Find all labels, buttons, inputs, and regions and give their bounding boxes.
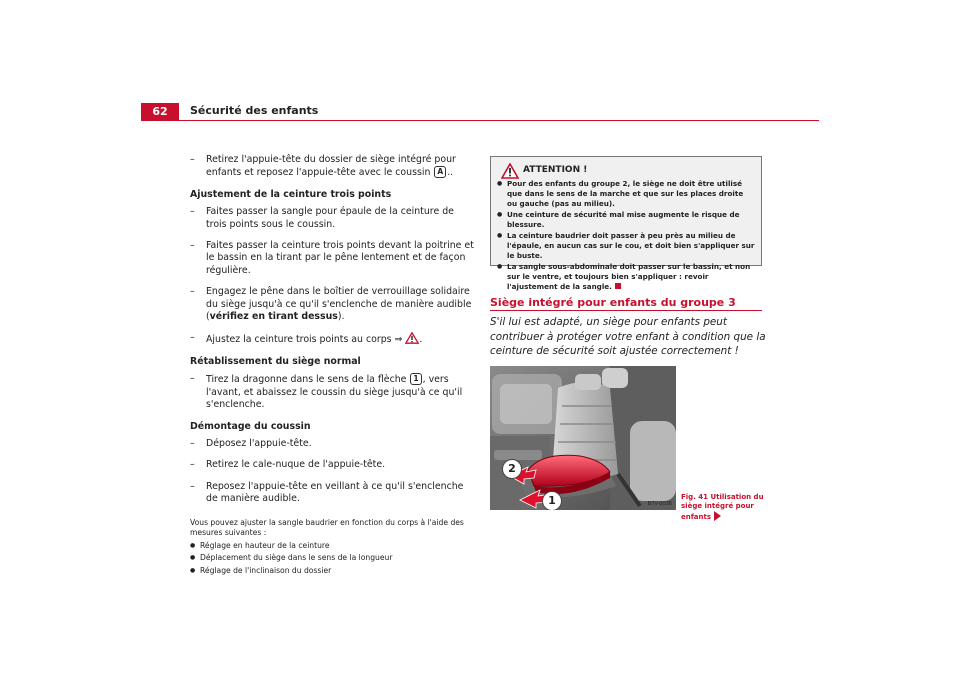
step-adjust-1: – Faites passer la sangle pour épaule de la ceinture de trois points sous le coussin. <box>190 206 454 230</box>
step-adjust-4: – Ajustez la ceinture trois points au corps ⇒ . <box>190 332 423 346</box>
label-a-badge: A <box>434 166 446 178</box>
page-number: 62 <box>141 103 179 121</box>
attention-item <box>497 262 755 292</box>
note-item: ● Déplacement du siège dans le sens de la longueur <box>190 553 475 564</box>
figure-caption <box>681 493 781 522</box>
note-item: ● Réglage en hauteur de la ceinture <box>190 541 475 552</box>
attention-item: ● Une ceinture de sécurité mal mise augmente le risque de blessure. <box>497 210 755 230</box>
figure-label-2: 2 <box>502 459 522 479</box>
warning-icon <box>405 332 419 344</box>
header-rule <box>141 120 819 121</box>
step-text-end: .. <box>447 167 454 179</box>
note-block <box>190 518 475 577</box>
step-text: Déposez l'appuie-tête. <box>206 437 312 449</box>
step-dismount-3: – Reposez l'appuie-tête en veillant à ce qu'il s'enclenche de manière audible. <box>190 480 464 505</box>
step-remove-headrest: – Retirez l'appuie-tête du dossier de siège intégré pour enfants et reposez l'appuie-tête avec le coussin A .. <box>190 154 456 179</box>
step-text: Faites passer la ceinture trois points devant la poitrine et le bassin en la tirant par le pêne lentement et de façon régulière. <box>206 240 474 276</box>
continue-arrow-icon <box>714 511 721 521</box>
figure-code: B7V-0036 <box>647 501 672 507</box>
caption-line: siège intégré pour enfants <box>681 502 754 521</box>
attention-title: ATTENTION ! <box>523 165 588 175</box>
figure-label-1: 1 <box>542 491 562 510</box>
step-adjust-3: – Engagez le pêne dans le boîtier de verrouillage solidaire du siège jusqu'à ce qu'il s'enclenche de manière audible (vérifiez en tirant dessus). <box>190 286 472 323</box>
step-text: Retirez le cale-nuque de l'appuie-tête. <box>206 459 386 471</box>
attention-item: ● La ceinture baudrier doit passer à peu près au milieu de l'épaule, en aucun cas sur le cou, et doit bien s'appliquer sur le buste. <box>497 231 755 261</box>
note-text: Vous pouvez ajuster la sangle baudrier en fonction du corps à l'aide des mesures suivantes : <box>190 517 464 538</box>
section-intro: S'il lui est adapté, un siège pour enfants peut contribuer à protéger votre enfant à condition que la ceinture de sécurité soit ajustée correctement ! <box>490 316 766 357</box>
heading-dismount-cushion: Démontage du coussin <box>190 420 311 432</box>
left-column <box>190 154 475 576</box>
step-text-end: ). <box>337 311 345 323</box>
figure-seat-illustration <box>490 366 676 510</box>
attention-box <box>490 156 762 291</box>
attention-item-text: La sangle sous-abdominale doit passer sur le bassin, et non sur le ventre, et toujours bien s'appliquer : revoir l'ajustement de la sangle. <box>507 262 751 291</box>
step-text: Faites passer la sangle pour épaule de la ceinture de trois points sous le coussin. <box>206 206 454 230</box>
seat-illustration-image <box>490 366 676 510</box>
note-item: ● Réglage de l'inclinaison du dossier <box>190 566 475 577</box>
arrow-1-badge: 1 <box>410 373 421 385</box>
step-text-bold: vérifiez en tirant dessus <box>209 311 338 323</box>
warning-icon <box>501 163 519 179</box>
step-text: Reposez l'appuie-tête en veillant à ce qu'il s'enclenche de manière audible. <box>206 480 464 505</box>
section-rule <box>490 310 762 311</box>
section-title: Siège intégré pour enfants du groupe 3 <box>490 296 736 309</box>
step-text: Retirez l'appuie-tête du dossier de siège intégré pour enfants et reposez l'appuie-tête avec le coussin <box>206 154 456 179</box>
step-adjust-2: – Faites passer la ceinture trois points devant la poitrine et le bassin en la tirant par le pêne lentement et de façon régulière. <box>190 240 474 276</box>
step-text: Ajustez la ceinture trois points au corps <box>206 334 392 346</box>
step-text-end: , vers l'avant, et abaissez le coussin du siège jusqu'à ce qu'il s'enclenche. <box>206 374 463 411</box>
step-dismount-2: – Retirez le cale-nuque de l'appuie-tête. <box>190 459 386 471</box>
reference-arrow: ⇒ <box>394 334 403 346</box>
heading-adjust-belt: Ajustement de la ceinture trois points <box>190 188 392 200</box>
heading-restore-seat: Rétablissement du siège normal <box>190 355 361 367</box>
running-title: Sécurité des enfants <box>190 104 319 117</box>
step-text: Engagez le pêne dans le boîtier de verrouillage solidaire du siège jusqu'à ce qu'il s'enclenche de manière audible ( <box>206 286 472 323</box>
attention-item: ● Pour des enfants du groupe 2, le siège ne doit être utilisé que dans le sens de la marche et que sur les places droite ou gauche (pas au milieu). <box>497 179 755 209</box>
step-text: Tirez la dragonne dans le sens de la flèche <box>206 374 407 386</box>
step-dismount-1: – Déposez l'appuie-tête. <box>190 437 312 449</box>
end-marker <box>615 283 621 289</box>
step-restore-1: – Tirez la dragonne dans le sens de la flèche 1 , vers l'avant, et abaissez le coussin du siège jusqu'à ce qu'il s'enclenche. <box>190 373 463 411</box>
step-text-end: . <box>419 334 423 346</box>
caption-line: Fig. 41 Utilisation du <box>681 493 764 501</box>
